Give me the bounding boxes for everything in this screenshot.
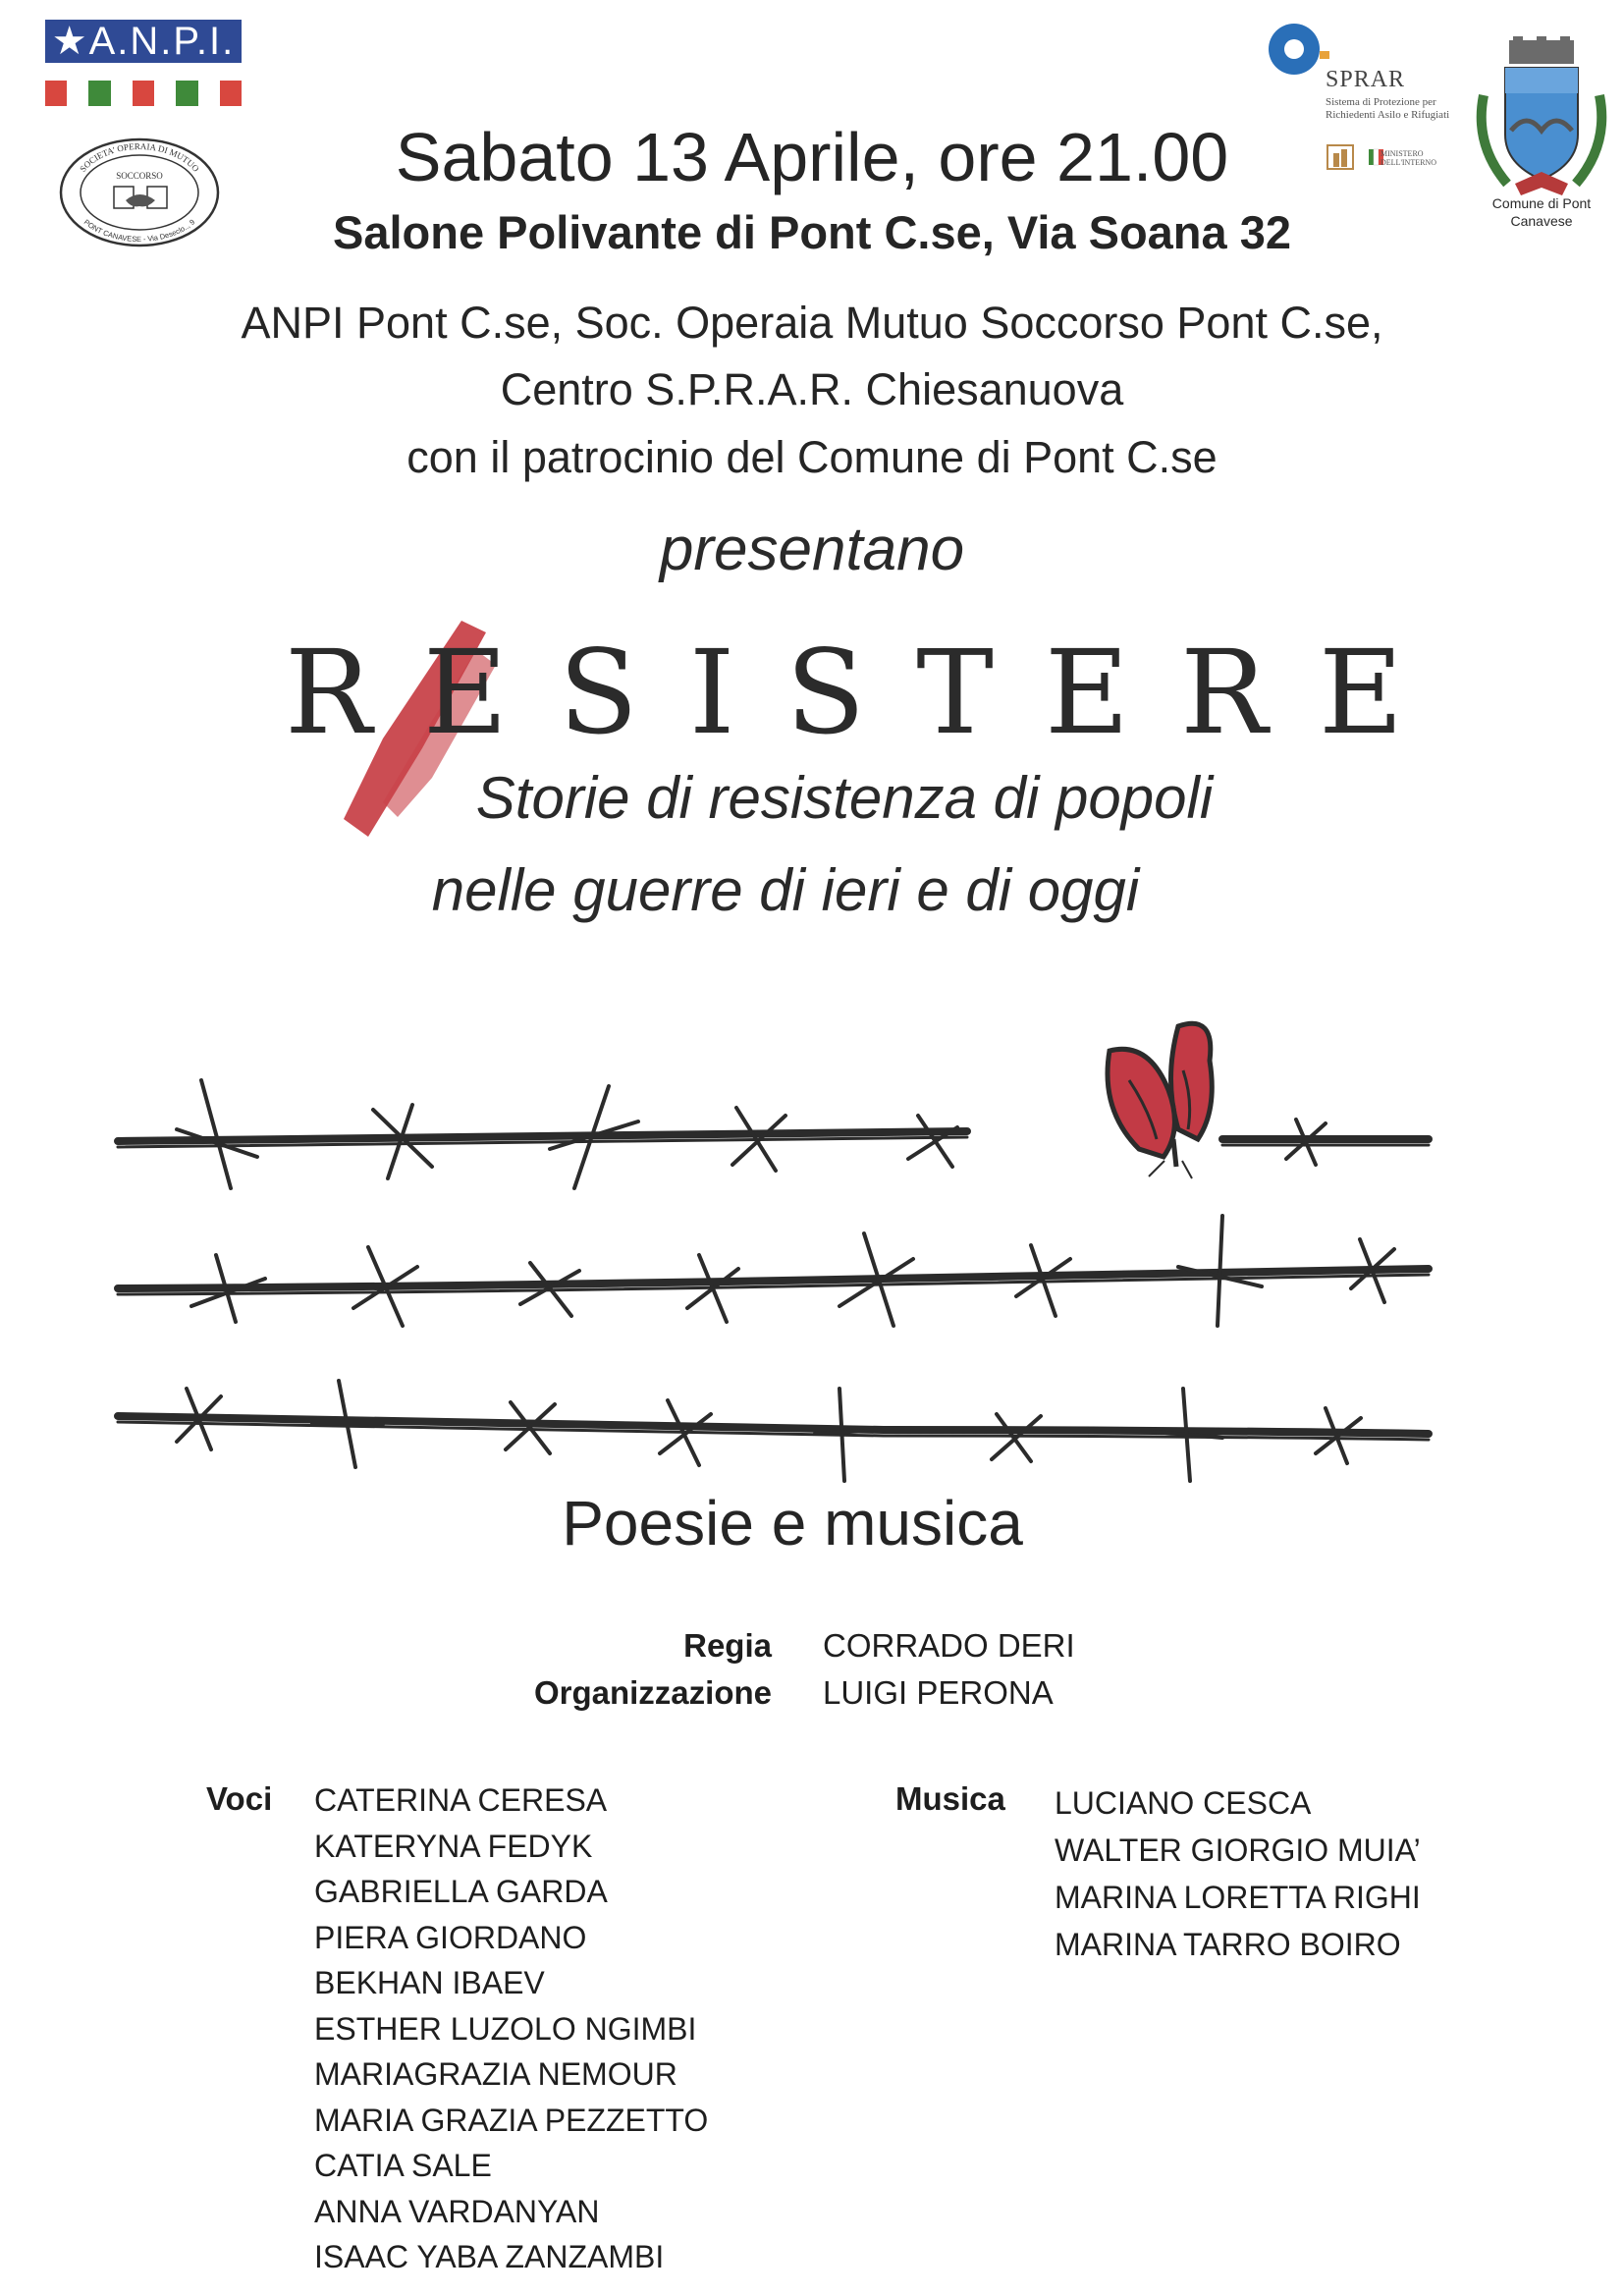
- organizer-line: ANPI Pont C.se, Soc. Operaia Mutuo Soccorso Pont C.se,: [241, 298, 1383, 348]
- seal-bottom-text: PONT CANAVESE - Via Deseclo.., 9: [81, 217, 197, 245]
- list-item: ISAAC YABA ZANZAMBI: [314, 2239, 665, 2274]
- genre-heading: Poesie e musica: [562, 1488, 1023, 1558]
- list-item: CATERINA CERESA: [314, 1782, 608, 1818]
- list-item: MARIA GRAZIA PEZZETTO: [314, 2102, 709, 2138]
- regia-label: Regia: [683, 1627, 772, 1664]
- event-venue: Salone Polivante di Pont C.se, Via Soana 32: [332, 206, 1291, 258]
- comune-caption: Comune di Pont Canavese: [1491, 195, 1592, 229]
- barbed-wire-icon: [0, 992, 1624, 1483]
- list-item: MARIAGRAZIA NEMOUR: [314, 2056, 677, 2092]
- list-item: MARINA TARRO BOIRO: [1055, 1927, 1401, 1962]
- list-item: LUCIANO CESCA: [1055, 1785, 1312, 1821]
- organizzazione-name: LUIGI PERONA: [823, 1674, 1054, 1711]
- organizer-line: con il patrocinio del Comune di Pont C.se: [406, 432, 1218, 482]
- seal-top-text: SOCIETA' OPERAIA DI MUTUO: [78, 140, 201, 174]
- list-item: GABRIELLA GARDA: [314, 1874, 608, 1909]
- sprar-ministry: MINISTERO DELL'INTERNO: [1380, 149, 1436, 167]
- list-item: ESTHER LUZOLO NGIMBI: [314, 2010, 697, 2047]
- list-item: CATIA SALE: [314, 2148, 492, 2183]
- voci-list: [314, 1777, 708, 2280]
- organizer-line: Centro S.P.R.A.R. Chiesanuova: [500, 364, 1124, 414]
- subtitle-line: nelle guerre di ieri e di oggi: [431, 857, 1140, 923]
- anpi-logo: [45, 20, 242, 106]
- list-item: BEKHAN IBAEV: [314, 1965, 545, 2000]
- organizzazione-label: Organizzazione: [533, 1674, 772, 1711]
- voci-label: Voci: [206, 1780, 273, 1817]
- sprar-description: Sistema di Protezione per Richiedenti Asilo e Rifugiati: [1326, 96, 1450, 121]
- event-date-time: Sabato 13 Aprile, ore 21.00: [395, 119, 1229, 195]
- butterfly-icon: [1108, 1023, 1212, 1178]
- musica-label: Musica: [895, 1780, 1005, 1817]
- regia-name: CORRADO DERI: [823, 1627, 1075, 1664]
- list-item: WALTER GIORGIO MUIA’: [1055, 1832, 1421, 1868]
- list-item: MARINA LORETTA RIGHI: [1055, 1880, 1421, 1915]
- list-item: ANNA VARDANYAN: [314, 2193, 600, 2229]
- title-block: [285, 611, 1455, 760]
- list-item: PIERA GIORDANO: [314, 1919, 587, 1955]
- anpi-flag-stripes: [45, 81, 242, 106]
- subtitle-line: Storie di resistenza di popoli: [475, 765, 1214, 831]
- list-item: KATERYNA FEDYK: [314, 1828, 593, 1864]
- anpi-logo-text: ★A.N.P.I.: [45, 20, 242, 63]
- musica-list: [1055, 1779, 1421, 1968]
- seal-middle-text: SOCCORSO: [116, 171, 163, 181]
- presentano-text: presentano: [659, 516, 965, 583]
- event-title: RESISTERE: [285, 625, 1455, 760]
- sprar-name: SPRAR: [1326, 67, 1406, 92]
